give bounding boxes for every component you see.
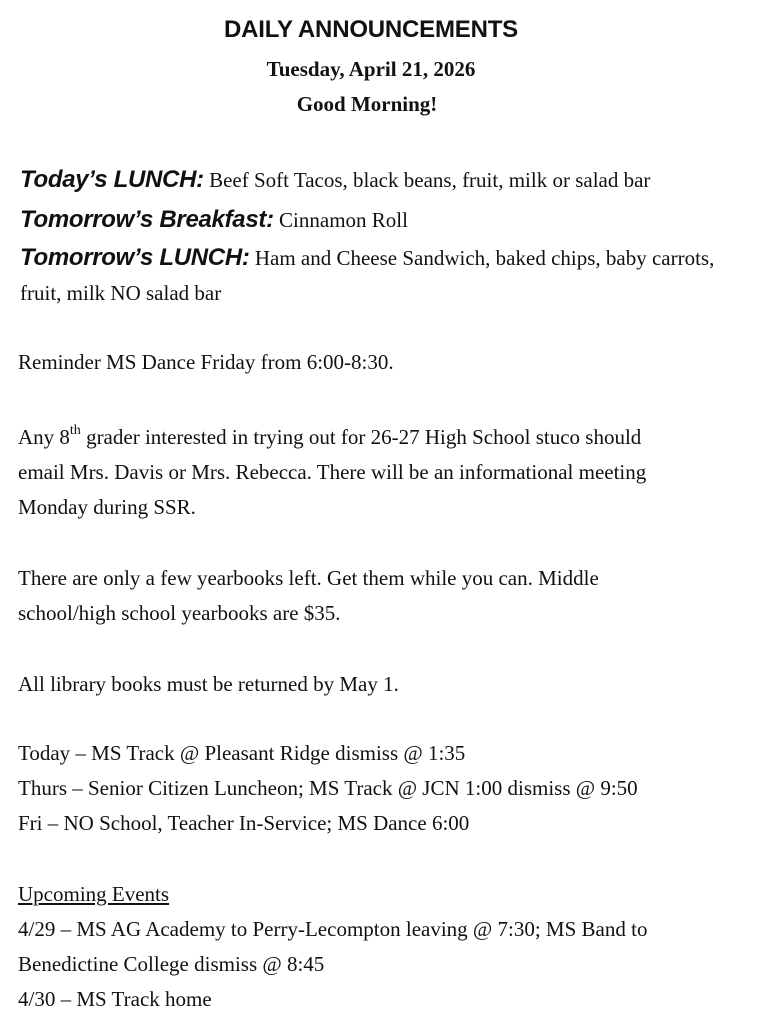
upcoming-events [18,877,746,1017]
yearbook-announcement [18,561,746,631]
tomorrow-breakfast-value: Cinnamon Roll [279,208,408,232]
tomorrow-lunch-value: Ham and Cheese Sandwich, baked chips, baby carrots, fruit, milk NO salad bar [20,246,715,305]
stuco-prefix: Any 8 [18,425,70,449]
yearbook-line-2: school/high school yearbooks are $35. [18,601,341,625]
tomorrow-breakfast-line [20,200,748,240]
upcoming-heading: Upcoming Events [18,882,170,906]
stuco-line-1-rest: grader interested in trying out for 26-27 High School stuco should [86,425,642,449]
schedule-item: Fri – NO School, Teacher In-Service; MS Dance 6:00 [18,811,470,835]
stuco-superscript: th [69,423,81,438]
today-lunch-label: Today’s LUNCH: [20,166,204,193]
tomorrow-lunch-label: Tomorrow’s LUNCH: [20,244,250,271]
greeting: Good Morning! [296,92,438,116]
yearbook-line-1: There are only a few yearbooks left. Get them while you can. Middle [18,566,599,590]
meal-menu [20,160,748,311]
tomorrow-breakfast-label: Tomorrow’s Breakfast: [20,206,274,233]
upcoming-item: Benedictine College dismiss @ 8:45 [18,952,325,976]
upcoming-item: 4/29 – MS AG Academy to Perry-Lecompton leaving @ 7:30; MS Band to [18,917,648,941]
date-line: Tuesday, April 21, 2026 [266,57,476,81]
schedule-list [18,736,746,841]
dance-reminder: Reminder MS Dance Friday from 6:00-8:30. [18,350,394,374]
today-lunch-line [20,160,748,200]
schedule-item: Thurs – Senior Citizen Luncheon; MS Track @ JCN 1:00 dismiss @ 9:50 [18,776,638,800]
upcoming-item: 4/30 – MS Track home [18,987,212,1011]
stuco-line-2: email Mrs. Davis or Mrs. Rebecca. There will be an informational meeting [18,460,647,484]
library-announcement: All library books must be returned by May 1. [18,672,399,696]
tomorrow-lunch-line [20,240,748,311]
page-title: DAILY ANNOUNCEMENTS [223,16,518,43]
today-lunch-value: Beef Soft Tacos, black beans, fruit, milk or salad bar [209,168,651,192]
schedule-item: Today – MS Track @ Pleasant Ridge dismiss @ 1:35 [18,741,466,765]
stuco-line-1 [18,420,746,455]
stuco-line-3: Monday during SSR. [18,495,196,519]
stuco-announcement [18,420,746,525]
